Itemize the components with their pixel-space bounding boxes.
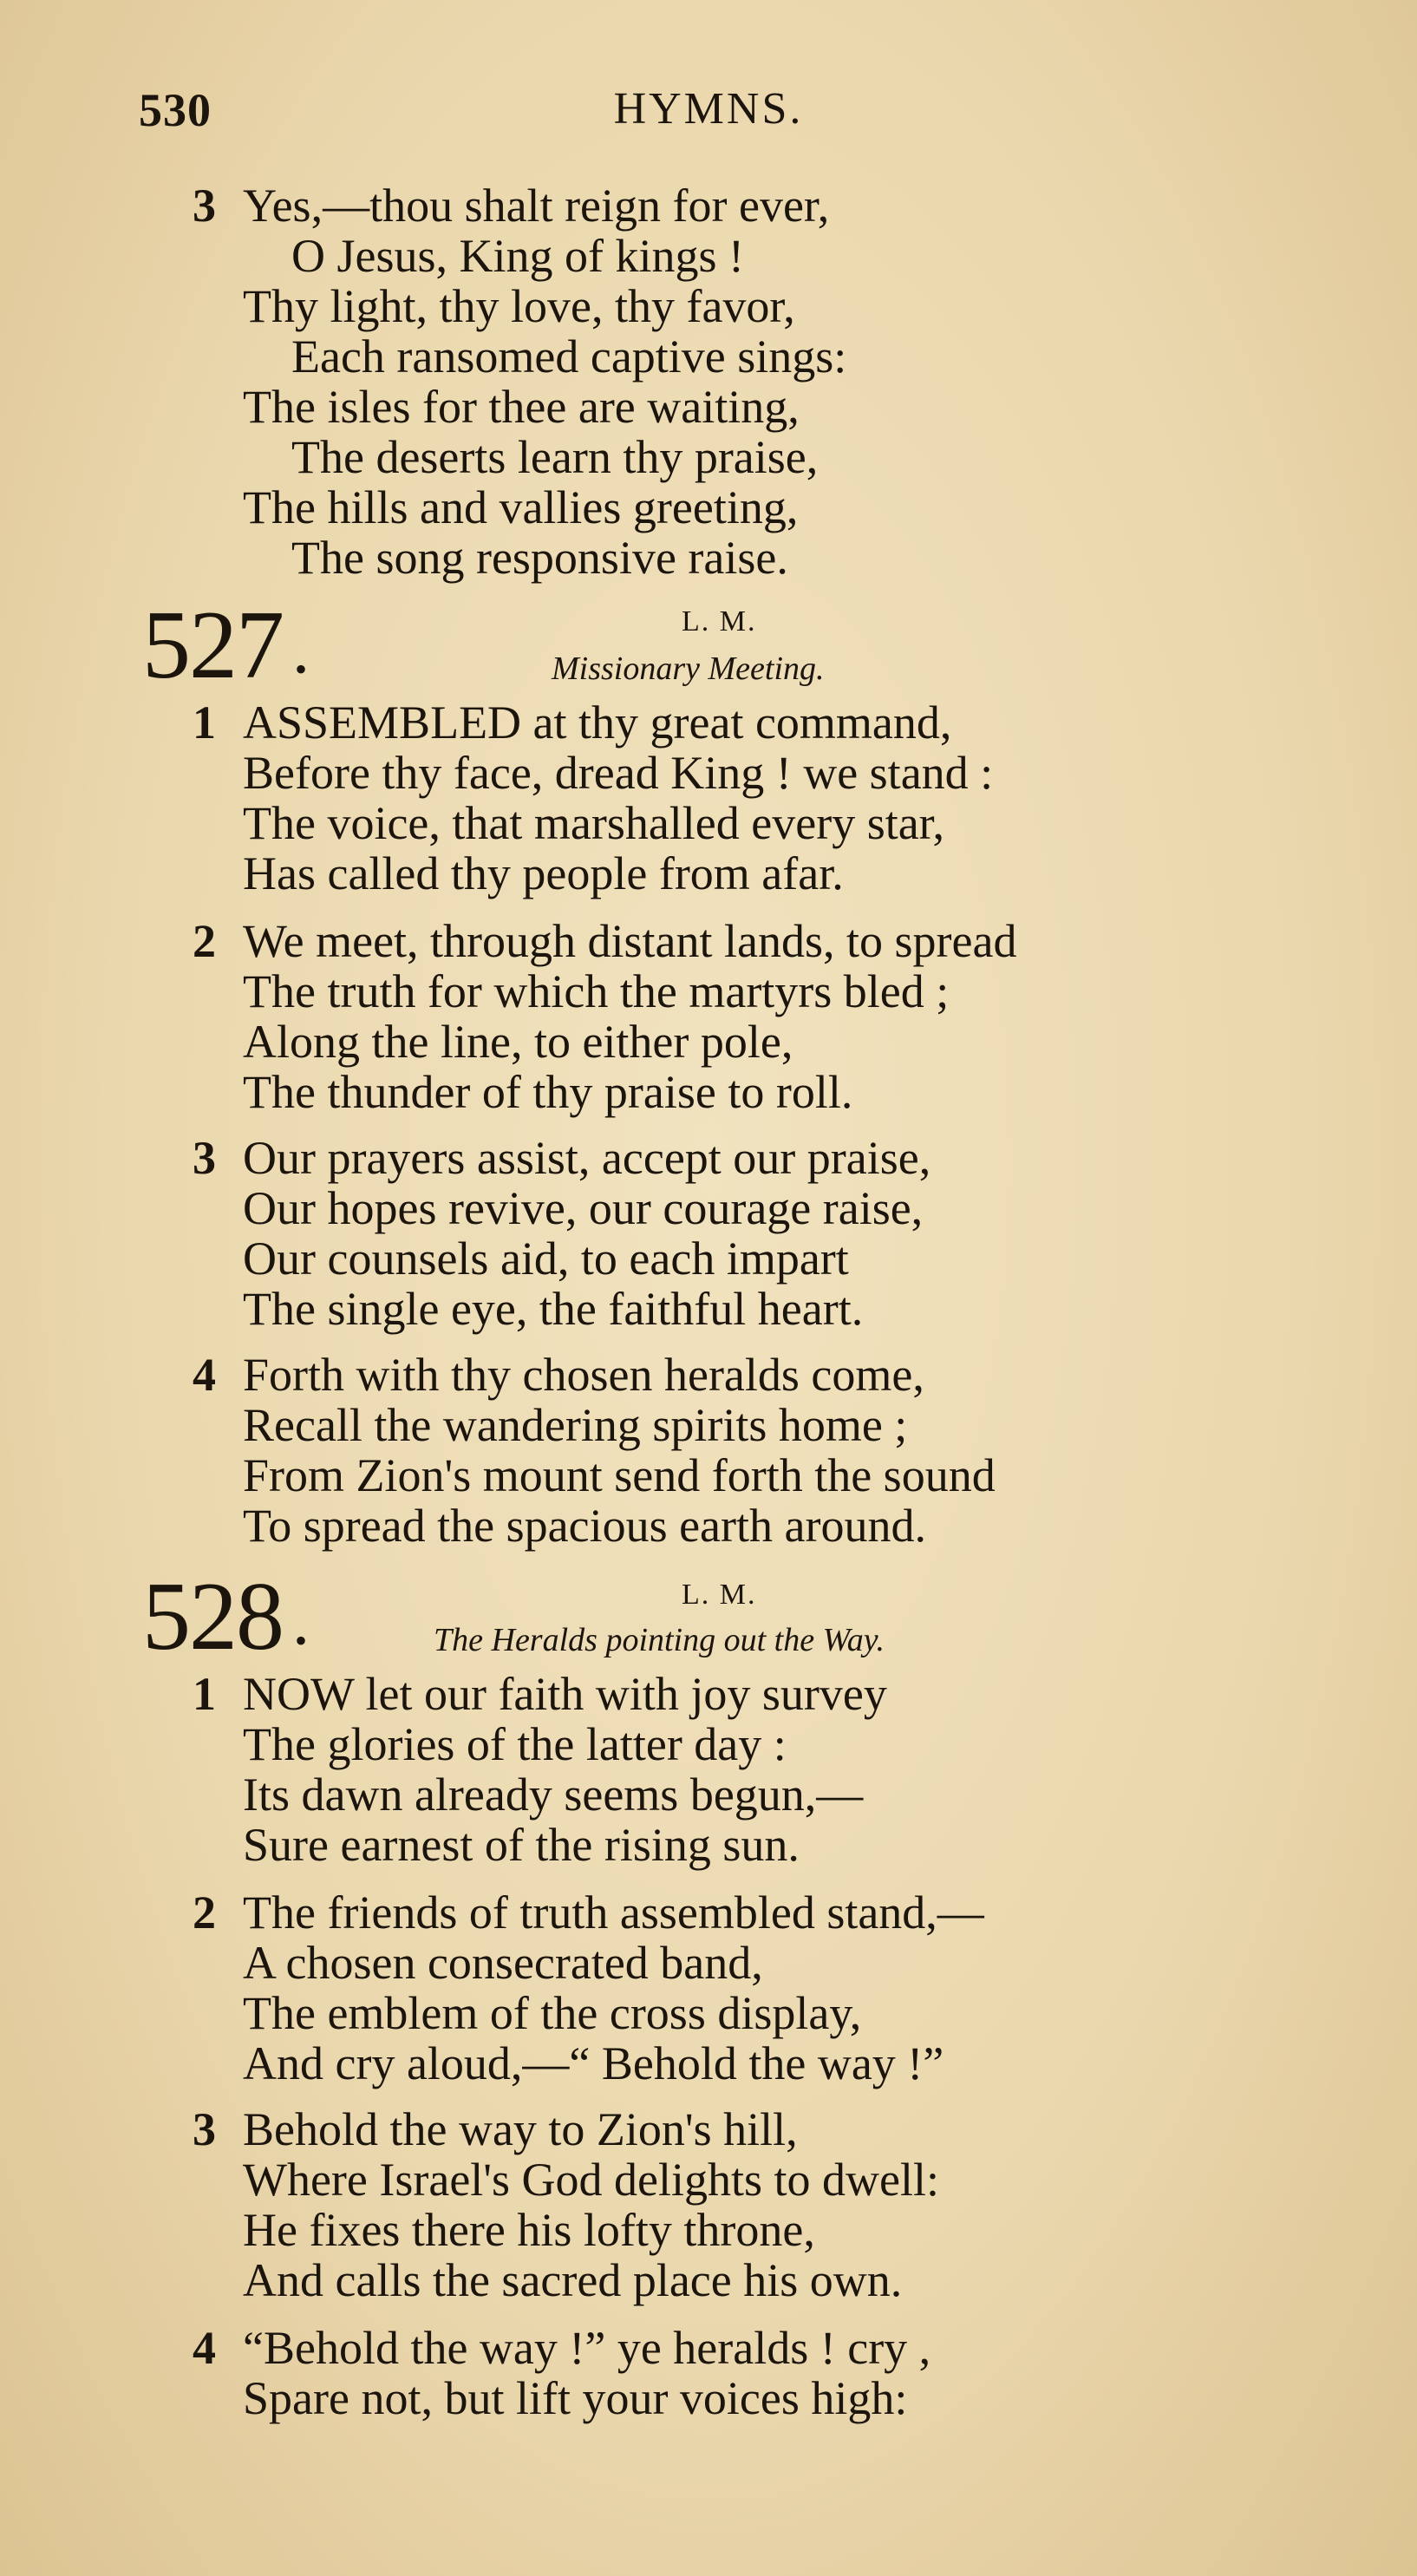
verse-line: Where Israel's God delights to dwell: — [243, 2154, 940, 2206]
verse-line: NOW let our faith with joy survey — [243, 1668, 887, 1720]
page-number: 530 — [139, 84, 212, 136]
stanza-number: 1 — [193, 1668, 216, 1720]
verse-line: The deserts learn thy praise, — [291, 431, 819, 483]
verse-line: A chosen consecrated band, — [243, 1937, 763, 1989]
hymn-occasion: Missionary Meeting. — [552, 651, 825, 687]
stanza-number: 2 — [193, 1886, 216, 1939]
verse-line: The hills and vallies greeting, — [243, 481, 799, 533]
verse-line: “Behold the way !” ye heralds ! cry , — [243, 2322, 931, 2374]
verse-line: From Zion's mount send forth the sound — [243, 1449, 996, 1501]
verse-line: The emblem of the cross display, — [243, 1987, 862, 2039]
stanza-number: 4 — [193, 1349, 216, 1401]
verse-line: Sure earnest of the rising sun. — [243, 1819, 800, 1871]
verse-line: The isles for thee are waiting, — [243, 381, 800, 433]
hymn-number-period: • — [295, 650, 308, 689]
stanza-number: 3 — [193, 1132, 216, 1184]
verse-line: Spare not, but lift your voices high: — [243, 2372, 908, 2424]
hymn-meter: L. M. — [682, 605, 757, 637]
verse-line: Before thy face, dread King ! we stand : — [243, 747, 994, 799]
verse-line: Our prayers assist, accept our praise, — [243, 1132, 931, 1184]
verse-line: Our counsels aid, to each impart — [243, 1232, 849, 1285]
verse-line: The friends of truth assembled stand,— — [243, 1886, 984, 1939]
verse-line: Forth with thy chosen heralds come, — [243, 1349, 924, 1401]
hymn-occasion: The Heralds pointing out the Way. — [434, 1622, 885, 1658]
verse-line: The song responsive raise. — [291, 532, 788, 584]
verse-line: The truth for which the martyrs bled ; — [243, 965, 950, 1017]
stanza-number: 1 — [193, 696, 216, 749]
stanza-number: 3 — [193, 180, 216, 232]
verse-line: Its dawn already seems begun,— — [243, 1769, 864, 1821]
stanza-number: 3 — [193, 2103, 216, 2155]
verse-line: The voice, that marshalled every star, — [243, 797, 944, 849]
verse-line: O Jesus, King of kings ! — [291, 230, 744, 282]
running-title: HYMNS. — [613, 84, 804, 134]
hymn-number: 528 — [142, 1563, 283, 1670]
verse-line: Thy light, thy love, thy favor, — [243, 280, 795, 332]
verse-line: And calls the sacred place his own. — [243, 2254, 903, 2306]
hymn-meter: L. M. — [682, 1579, 757, 1611]
stanza-number: 4 — [193, 2322, 216, 2374]
verse-line: The single eye, the faithful heart. — [243, 1283, 864, 1335]
verse-line: Along the line, to either pole, — [243, 1016, 793, 1068]
verse-line: Each ransomed captive sings: — [291, 330, 847, 382]
verse-line: He fixes there his lofty throne, — [243, 2204, 815, 2256]
page-header — [0, 83, 1417, 135]
verse-line: And cry aloud,—“ Behold the way !” — [243, 2037, 944, 2089]
verse-line: Behold the way to Zion's hill, — [243, 2103, 798, 2155]
verse-line: The glories of the latter day : — [243, 1718, 787, 1770]
verse-line: ASSEMBLED at thy great command, — [243, 696, 952, 749]
verse-line: Our hopes revive, our courage raise, — [243, 1182, 924, 1234]
verse-line: The thunder of thy praise to roll. — [243, 1066, 853, 1118]
stanza-number: 2 — [193, 915, 216, 967]
verse-line: We meet, through distant lands, to spread — [243, 915, 1017, 967]
verse-line: To spread the spacious earth around. — [243, 1500, 926, 1552]
hymn-number: 527 — [142, 592, 283, 699]
verse-line: Yes,—thou shalt reign for ever, — [243, 180, 830, 232]
hymn-number-period: • — [295, 1621, 308, 1660]
verse-line: Recall the wandering spirits home ; — [243, 1399, 908, 1451]
verse-line: Has called thy people from afar. — [243, 847, 844, 899]
